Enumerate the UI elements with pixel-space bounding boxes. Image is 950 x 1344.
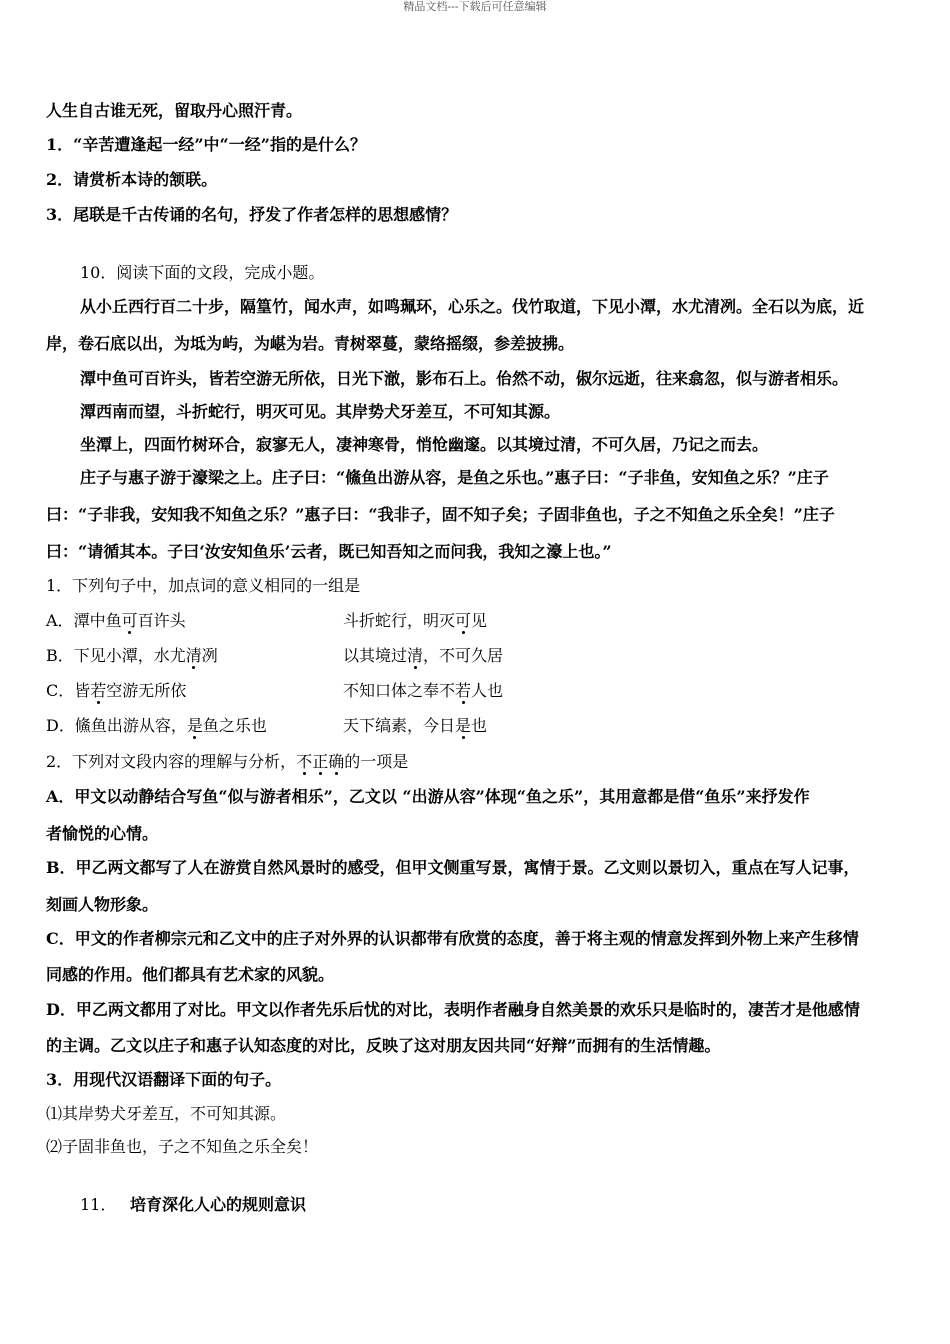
option-d-line: 的主调。乙文以庄子和惠子认知态度的对比，反映了这对朋友因共同“好辩”而拥有的生活情趣。 bbox=[46, 1036, 721, 1055]
page-header: 精品文档---下载后可任意编辑 bbox=[403, 0, 547, 13]
dotted-word: 是 bbox=[455, 716, 472, 735]
question-10-2-stem: 2．下列对文段内容的理解与分析，不正确的一项是 bbox=[46, 752, 409, 771]
option-right: 以其境过清，不可久居 bbox=[343, 646, 504, 665]
option-label: D． bbox=[46, 716, 75, 735]
dotted-word: 正 bbox=[312, 752, 329, 771]
passage-line: 曰：“子非我，安知我不知鱼之乐？”惠子曰：“我非子，固不知子矣；子固非鱼也，子之不知鱼之乐全矣！”庄子 bbox=[46, 505, 835, 524]
option-c-line: 同感的作用。他们都具有艺术家的风貌。 bbox=[46, 965, 335, 984]
dotted-word: 清 bbox=[407, 646, 424, 665]
passage-line: 潭中鱼可百许头，皆若空游无所依，日光下澈，影布石上。佁然不动，俶尔远逝，往来翕忽，似与游者相乐。 bbox=[80, 369, 849, 388]
translate-item: ⑵子固非鱼也，子之不知鱼之乐全矣！ bbox=[46, 1137, 319, 1156]
option-label: B． bbox=[46, 646, 74, 665]
dotted-word: 可 bbox=[455, 611, 472, 630]
option-b-line: 刻画人物形象。 bbox=[46, 895, 159, 914]
option-right: 斗折蛇行，明灭可见 bbox=[343, 611, 488, 630]
question-11-number: 11． bbox=[80, 1195, 117, 1214]
question-10-3-stem: 3．用现代汉语翻译下面的句子。 bbox=[46, 1070, 282, 1089]
option-a-line: 者愉悦的心情。 bbox=[46, 824, 159, 843]
question-10-1-stem: 1．下列句子中，加点词的意义相同的一组是 bbox=[46, 576, 361, 595]
option-row: B．下见小潭，水尤清冽 bbox=[46, 646, 218, 665]
passage-line: 曰：“请循其本。子曰‘汝安知鱼乐’云者，既已知吾知之而问我，我知之濠上也。” bbox=[46, 542, 612, 561]
question-11-title: 培育深化人心的规则意识 bbox=[130, 1195, 307, 1214]
option-c-line: C．甲文的作者柳宗元和乙文中的庄子对外界的认识都带有欣赏的态度，善于将主观的情意发挥到外物上来产生移情 bbox=[46, 929, 859, 948]
dotted-word: 清 bbox=[185, 646, 202, 665]
option-right: 不知口体之奉不若人也 bbox=[343, 681, 504, 700]
question-9-1: 1．“辛苦遭逢起一经”中“一经”指的是什么？ bbox=[46, 135, 366, 154]
dotted-word: 若 bbox=[90, 681, 107, 700]
translate-item: ⑴其岸势犬牙差互，不可知其源。 bbox=[46, 1104, 287, 1123]
passage-line: 坐潭上，四面竹树环合，寂寥无人，凄神寒骨，悄怆幽邃。以其境过清，不可久居，乃记之而去。 bbox=[80, 435, 769, 454]
option-label: C． bbox=[46, 681, 75, 700]
option-a-line: A．甲文以动静结合写鱼“似与游者相乐”，乙文以 “出游从容”体现“鱼之乐”，其用意都是借“鱼乐”来抒发作 bbox=[46, 787, 810, 806]
passage-line: 潭西南而望，斗折蛇行，明灭可见。其岸势犬牙差互，不可知其源。 bbox=[80, 402, 561, 421]
option-label: A． bbox=[46, 611, 74, 630]
question-9-3: 3．尾联是千古传诵的名句，抒发了作者怎样的思想感情？ bbox=[46, 205, 458, 224]
dotted-word: 若 bbox=[455, 681, 472, 700]
option-row: D．鯈鱼出游从容，是鱼之乐也 bbox=[46, 716, 267, 735]
question-9-2: 2．请赏析本诗的颔联。 bbox=[46, 170, 218, 189]
option-row: C．皆若空游无所依 bbox=[46, 681, 187, 700]
passage-line: 从小丘西行百二十步，隔篁竹，闻水声，如鸣珮环，心乐之。伐竹取道，下见小潭，水尤清冽。全石以为底，近 bbox=[80, 297, 865, 316]
poem-last-line: 人生自古谁无死，留取丹心照汗青。 bbox=[46, 101, 303, 120]
dotted-word: 可 bbox=[121, 611, 138, 630]
dotted-word: 确 bbox=[328, 752, 345, 771]
question-10-heading: 10．阅读下面的文段，完成小题。 bbox=[80, 263, 325, 282]
option-d-line: D．甲乙两文都用了对比。甲文以作者先乐后忧的对比，表明作者融身自然美景的欢乐只是临时的，凄苦才是他感情 bbox=[46, 1000, 860, 1019]
dotted-word: 不 bbox=[296, 752, 313, 771]
passage-line: 庄子与惠子游于濠梁之上。庄子曰：“鯈鱼出游从容，是鱼之乐也。”惠子曰：“子非鱼，安知鱼之乐？”庄子 bbox=[80, 468, 829, 487]
option-right: 天下缟素，今日是也 bbox=[343, 716, 488, 735]
option-b-line: B．甲乙两文都写了人在游赏自然风景时的感受，但甲文侧重写景，寓情于景。乙文则以景切入，重点在写人记事， bbox=[46, 858, 860, 877]
dotted-word: 是 bbox=[186, 716, 203, 735]
option-row: A．潭中鱼可百许头 bbox=[46, 611, 186, 630]
passage-line: 岸，卷石底以出，为坻为屿，为嵁为岩。青树翠蔓，蒙络摇缀，参差披拂。 bbox=[46, 334, 575, 353]
